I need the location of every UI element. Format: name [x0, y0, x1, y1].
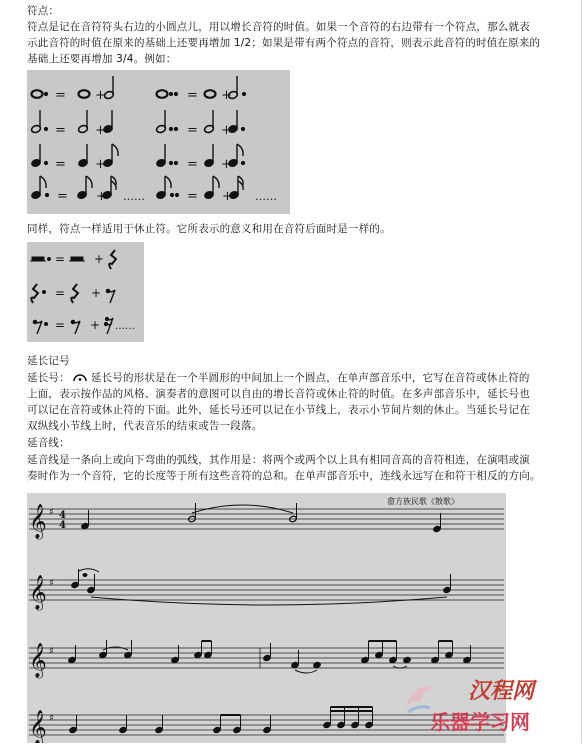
svg-text:𝄞: 𝄞: [29, 504, 47, 539]
paragraph-line: 可以记在音符或休止符的下面。此外，延长号还可以记在小节线上，表示小节间片刻的休止。当延长号记在: [27, 404, 530, 416]
paragraph-line: 同样，符点一样适用于休止符。它所表示的意义和用在音符后面时是一样的。: [27, 223, 391, 235]
plus-sign: +: [95, 157, 106, 172]
paragraph-line: 基础上还要再增加 3/4。例如：: [27, 53, 177, 65]
dotted-rest-example-image: [27, 242, 144, 342]
equals-sign: =: [55, 286, 66, 300]
plus-sign: +: [95, 123, 106, 138]
svg-text:♯: ♯: [49, 646, 54, 657]
ellipsis: ……: [115, 321, 135, 332]
paragraph-line: 双纵线小节线上时，代表音乐的结束或告一段落。: [27, 420, 263, 432]
svg-text:♯: ♯: [49, 507, 54, 518]
equals-sign: =: [187, 157, 198, 172]
plus-sign: +: [95, 88, 106, 103]
equals-sign: =: [55, 123, 66, 138]
plus-sign: +: [90, 318, 101, 332]
paragraph-line: 延音线是一条向上或向下弯曲的弧线，其作用是：将两个或两个以上具有相同音高的音符相连，在演唱或演: [27, 454, 530, 466]
time-signature-bottom: 4: [59, 520, 66, 531]
plus-sign: +: [221, 88, 232, 103]
paragraph-line: [27, 371, 530, 386]
ellipsis: ……: [255, 190, 277, 203]
fermata-label: 延长号：: [27, 372, 70, 384]
time-signature-top: 4: [59, 510, 66, 521]
svg-text:𝄞: 𝄞: [29, 575, 47, 610]
fermata-description: 延长号的形状是在一个半圆形的中间加上一个圆点，在单声部音乐中，它写在音符或休止符的: [90, 372, 530, 384]
plus-sign: +: [222, 189, 233, 204]
dotted-note-example-image: [27, 70, 290, 214]
svg-text:♯: ♯: [49, 713, 54, 724]
page-edge-line: [581, 0, 582, 743]
svg-text:𝄞: 𝄞: [29, 643, 47, 678]
plus-sign: +: [96, 189, 107, 204]
paragraph-line: 上面，表示按作品的风格、演奏者的意图可以自由的增长音符或休止符的时值。在多声部音乐中，延长号也: [27, 388, 530, 400]
paragraph-line: 示此音符的时值在原来的基础上还要再增加 1/2；如果是带有两个符点的音符，则表示此音符的时值在原来的: [27, 37, 541, 49]
plus-sign: +: [91, 286, 102, 300]
score-title: 畲方族民歌《散歌》: [387, 497, 459, 506]
svg-text:𝄞: 𝄞: [29, 710, 47, 743]
heading-tie: 延音线：: [27, 437, 70, 449]
fermata-icon: [73, 372, 87, 382]
dotted-note-figure: [27, 70, 290, 214]
plus-sign: +: [221, 157, 232, 172]
svg-text:♯: ♯: [49, 578, 54, 589]
paragraph-line: 奏时作为一个音符，它的长度等于所有这些音符的总和。在单声部音乐中，连线永远写在和符干相反的方向。: [27, 470, 541, 482]
equals-sign: =: [55, 318, 66, 332]
watermark-logo-icon: [400, 678, 436, 718]
equals-sign: =: [55, 88, 66, 103]
paragraph-line: 符点是记在音符符头右边的小圆点儿，用以增长音符的时值。如果一个音符的右边带有一个符点，那么就表: [27, 21, 530, 33]
equals-sign: =: [187, 88, 198, 103]
equals-sign: =: [57, 189, 68, 204]
watermark-brand-2: 乐器学习网: [430, 710, 530, 734]
watermark-brand-1: 汉程网: [468, 679, 535, 704]
equals-sign: =: [55, 157, 66, 172]
plus-sign: +: [221, 123, 232, 138]
ellipsis: ……: [123, 190, 145, 203]
plus-sign: +: [94, 252, 105, 266]
equals-sign: =: [187, 123, 198, 138]
heading-dot: 符点：: [27, 5, 60, 17]
dotted-rest-figure: [27, 242, 144, 342]
heading-fermata: 延长记号: [27, 355, 70, 367]
equals-sign: =: [55, 252, 66, 266]
equals-sign: =: [187, 189, 198, 204]
